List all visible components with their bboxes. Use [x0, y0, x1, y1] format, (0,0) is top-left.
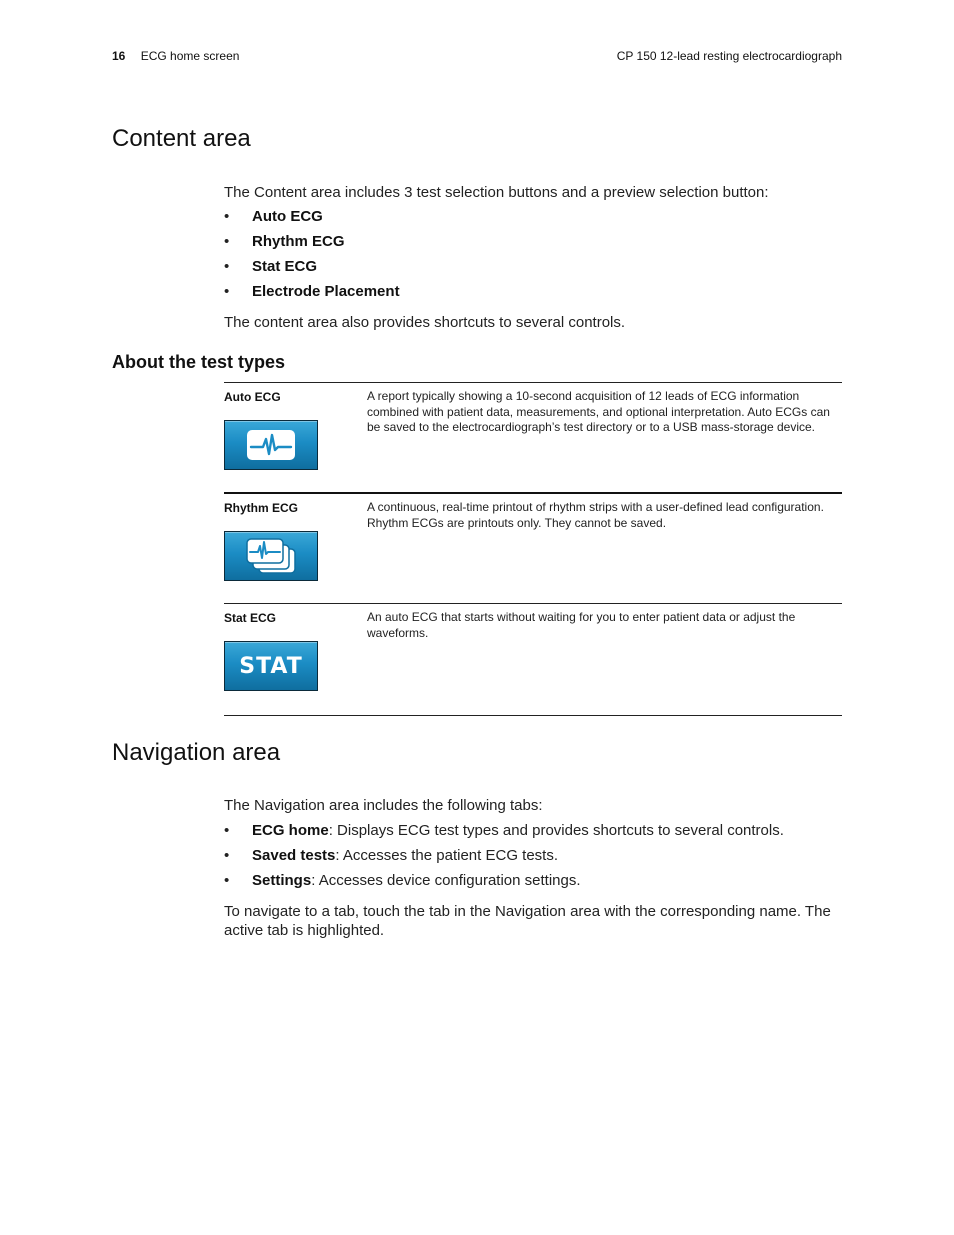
page-number: 16: [112, 49, 126, 63]
test-type-name: Rhythm ECG: [224, 501, 299, 515]
stat-icon: STAT: [239, 653, 303, 679]
navigation-tab-list: [224, 821, 784, 896]
test-type-name: Auto ECG: [224, 390, 281, 404]
navigation-area-intro: The Navigation area includes the following tabs:: [224, 797, 543, 814]
running-header-left: [112, 49, 239, 63]
list-item: • Stat ECG: [224, 258, 318, 275]
test-type-description: An auto ECG that starts without waiting for you to enter patient data or adjust the waveforms.: [367, 610, 796, 640]
list-item: • Rhythm ECG: [224, 233, 345, 250]
test-type-name: Stat ECG: [224, 611, 277, 625]
content-area-heading: Content area: [112, 125, 251, 152]
test-types-heading: About the test types: [112, 352, 286, 372]
navigation-area-outro: To navigate to a tab, touch the tab in the Navigation area with the corresponding name. The active tab is highlighted.: [224, 903, 831, 939]
test-type-description: A report typically showing a 10-second acquisition of 12 leads of ECG information combined with patient data, measurements, and optional interpretation. Auto ECGs can be saved to the electrocardiograph’s test directory or to a USB mass-storage device.: [367, 389, 830, 434]
content-area-intro: The Content area includes 3 test selection buttons and a preview selection button:: [224, 184, 769, 201]
list-item: • Settings: Accesses device configuration settings.: [224, 872, 581, 889]
running-header-product: CP 150 12-lead resting electrocardiograph: [616, 49, 842, 63]
content-area-outro: The content area also provides shortcuts to several controls.: [224, 314, 626, 331]
content-area-button-list: [224, 207, 400, 307]
stat-ecg-button: [224, 641, 318, 691]
auto-ecg-button: [224, 420, 318, 470]
list-item: • Auto ECG: [224, 208, 323, 225]
test-type-row-stat-ecg: [224, 603, 842, 715]
test-type-description: A continuous, real-time printout of rhythm strips with a user-defined lead configuration. Rhythm ECGs are printouts only. They cannot be saved.: [367, 500, 824, 530]
list-item: • Saved tests: Accesses the patient ECG tests.: [224, 847, 558, 864]
test-type-row-auto-ecg: [224, 382, 842, 492]
ecg-waveform-icon: [246, 429, 296, 461]
test-type-row-rhythm-ecg: [224, 493, 842, 603]
list-item: • ECG home: Displays ECG test types and provides shortcuts to several controls.: [224, 822, 784, 839]
rhythm-strips-icon: [245, 537, 297, 575]
table-rule: [224, 715, 842, 716]
section-name: ECG home screen: [140, 49, 240, 63]
list-item: • Electrode Placement: [224, 283, 400, 300]
navigation-area-heading: Navigation area: [112, 739, 281, 766]
rhythm-ecg-button: [224, 531, 318, 581]
